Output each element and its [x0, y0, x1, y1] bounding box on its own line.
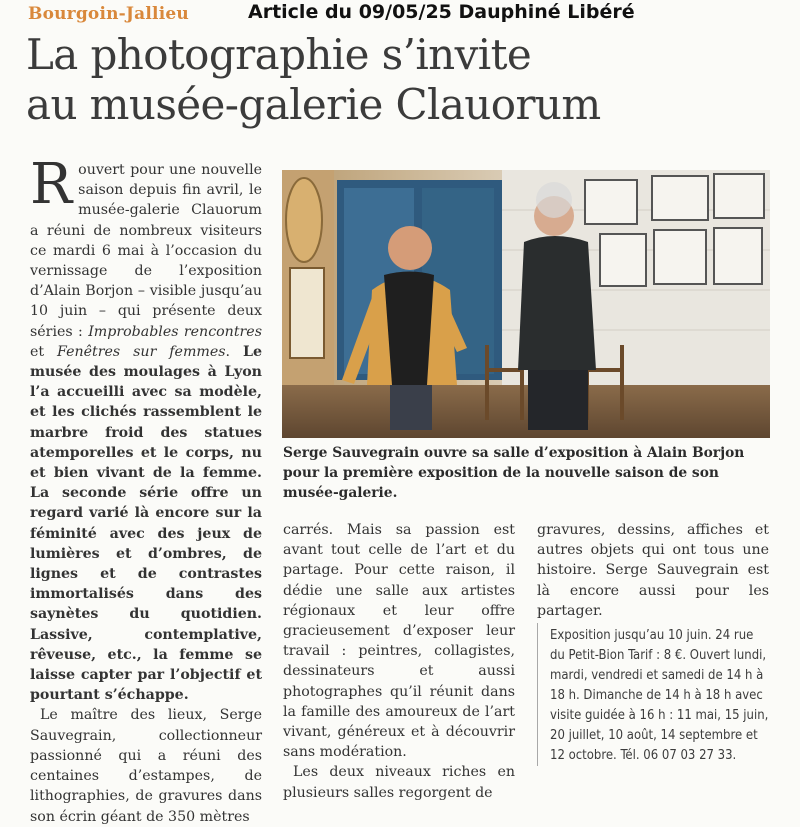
lead-text: ouvert pour une nouvelle saison depuis fin avril, le musée-galerie Clauorum a réuni de nombreux visiteurs ce mardi 6 mai à l’occasion du vernissage de l’exposition d’Alain Borjon – visible jusqu’au 10 juin – qui présente deux séries : — [30, 162, 262, 340]
photo — [282, 170, 770, 438]
bold-section: Le musée des moulages à Lyon l’a accueilli avec sa modèle, et les clichés rassemblent le marbre froid des statues atemporelles et le corps, nu et bien vivant de la femme. La seconde série offre un regard varié là encore sur la féminité avec des jeux de lumières et d’ombres, de lignes et de contrastes immortalisés dans des saynètes du quotidien. Lassive, contemplative, rêveuse, etc., la femme se laisse capter par l’objectif et pourtant s’échappe. — [30, 343, 263, 704]
body-paragraph: Le maître des lieux, Serge Sauvegrain, collectionneur passionné qui a réuni des centaines d’estampes, de lithographies, de gravures dans son écrin géant de 350 mètres — [30, 707, 262, 825]
article-column-2 — [283, 520, 515, 803]
dropcap: R — [30, 152, 73, 217]
info-box: Exposition jusqu’au 10 juin. 24 rue du Petit-Bion Tarif : 8 €. Ouvert lundi, mardi, vendredi et samedi de 14 h à 18 h. Dimanche de 14 h à 18 h avec visite guidée à 16 h : 11 mai, 15 juin, 20 juillet, 10 août, 14 septembre et 12 octobre. Tél. 06 07 03 27 33. — [537, 623, 769, 766]
lead-paragraph — [30, 152, 263, 705]
series-title-1: Improbables rencontres — [88, 323, 262, 340]
lead-text-and: et — [30, 343, 58, 360]
headline-line-2: au musée-galerie Clauorum — [26, 80, 601, 129]
body-paragraph: Les deux niveaux riches en plusieurs salles regorgent de — [283, 764, 515, 801]
body-paragraph: gravures, dessins, affiches et autres objets qui ont tous une histoire. Serge Sauvegrain est là encore aussi pour les partager. — [537, 522, 769, 619]
headline-line-1: La photographie s’invite — [26, 30, 532, 79]
kicker: Bourgoin-Jallieu — [28, 4, 189, 24]
photo-caption: Serge Sauvegrain ouvre sa salle d’exposition à Alain Borjon pour la première exposition de la nouvelle saison de son musée-galerie. — [283, 445, 745, 501]
lead-text-end: . — [225, 343, 231, 360]
series-title-2: Fenêtres sur femmes — [57, 343, 226, 360]
article-column-1 — [30, 152, 263, 827]
gallery-photo — [282, 170, 770, 438]
article-column-3 — [537, 520, 769, 766]
source-label: Article du 09/05/25 Dauphiné Libéré — [248, 1, 635, 23]
headline — [26, 30, 786, 130]
body-paragraph: carrés. Mais sa passion est avant tout celle de l’art et du partage. Pour cette raison, il dédie une salle aux artistes régionaux et leur offre gracieusement d’exposer leur travail : peintres, collagistes, dessinateurs et aussi photographes qu’il réunit dans la famille des amoureux de l’art vivant, généreux et à découvrir sans modération. — [283, 522, 515, 761]
